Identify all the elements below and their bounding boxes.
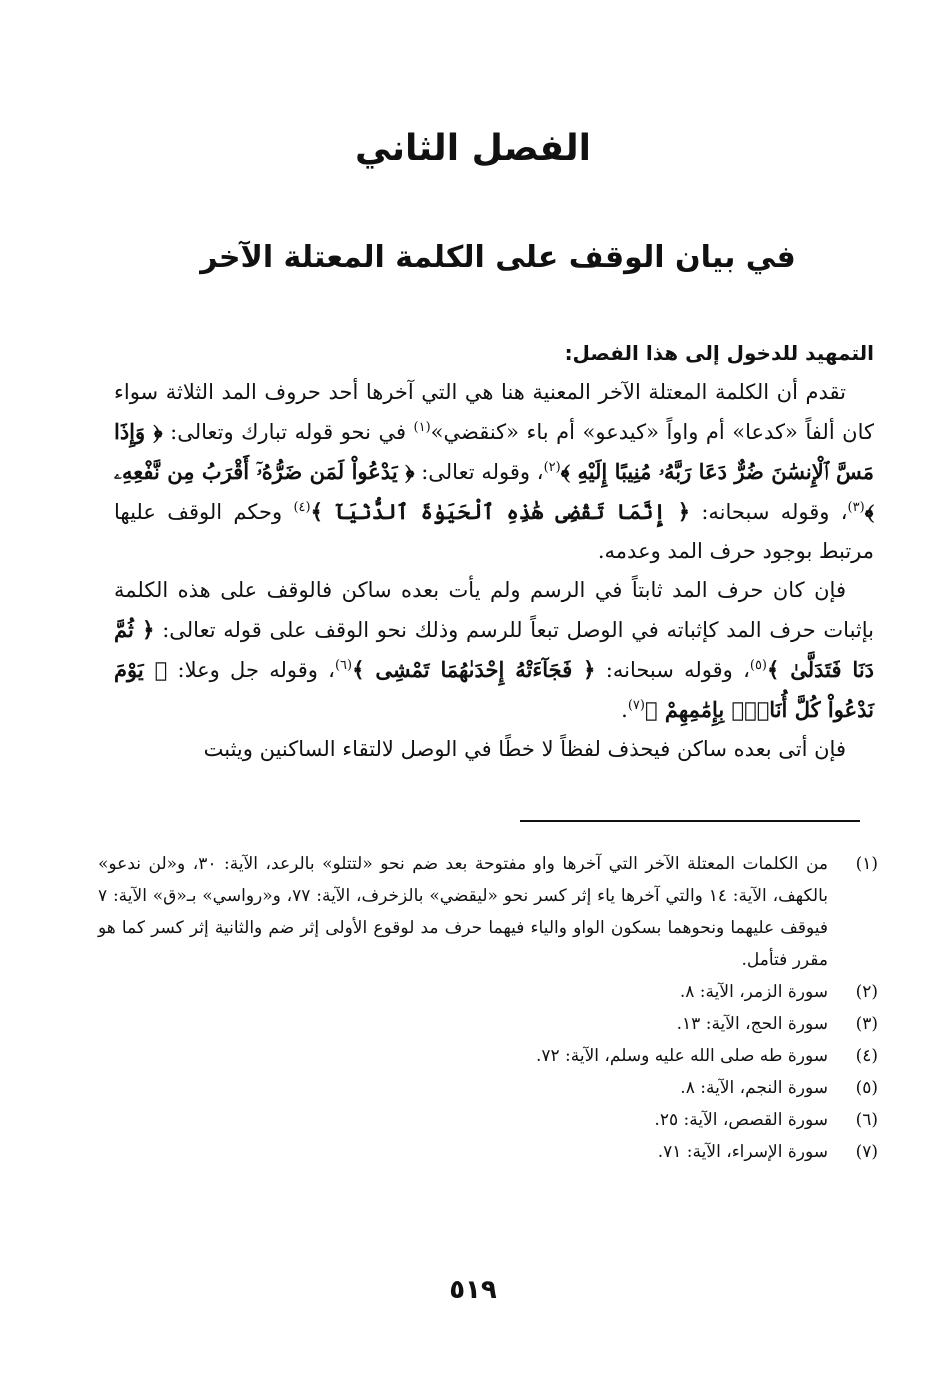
footnote-number: (١) xyxy=(855,854,878,874)
text-run: تقدم أن الكلمة المعتلة الآخر المعنية هنا هي التي آخرها أحد حروف المد الثلاثة سواء كان ألفاً «كدعا» أم واواً «كيدعو» أم باء «كنقضي» xyxy=(114,380,874,444)
footnote-text: سورة الحج، الآية: ١٣. xyxy=(676,1014,828,1034)
text-run: ، وقوله تعالى: xyxy=(414,460,544,484)
text-run: . xyxy=(621,698,628,722)
section-heading: التمهيد للدخول إلى هذا الفصل: xyxy=(564,341,874,365)
footnote-number: (٣) xyxy=(855,1014,878,1034)
footnote xyxy=(98,1040,878,1072)
footnote-divider xyxy=(520,820,860,822)
footnote-text: من الكلمات المعتلة الآخر التي آخرها واو مفتوحة بعد ضم نحو «لتتلو» بالرعد، الآية: ٣٠، و«لن ندعو» بالكهف، الآية: ١٤ والتي آخرها ياء إثر كسر نحو «ليقضي» بالزخرف، الآية: ٧٧، و«رواسي» بـ«ق» الآية: ٧ فيوقف عليهما ونحوهما بسكون الواو والياء فيهما حرف مد لوقوع الأولى إثر ضم والثانية إثر كسر كما هو مقرر فتأمل. xyxy=(98,854,828,970)
chapter-title: الفصل الثاني xyxy=(355,128,591,169)
page-number: ٥١٩ xyxy=(449,1275,497,1305)
footnote xyxy=(98,1072,878,1104)
footnote-text: سورة طه صلى الله عليه وسلم، الآية: ٧٢. xyxy=(535,1046,828,1066)
text-run: فإن أتى بعده ساكن فيحذف لفظاً لا خطًا في الوصل لالتقاء الساكنين ويثبت xyxy=(203,737,846,761)
footnote-text: سورة النجم، الآية: ٨. xyxy=(680,1078,828,1098)
text-run: وحكم الوقف عليها مرتبط بوجود حرف المد وعدمه. xyxy=(114,500,874,563)
footnote xyxy=(98,976,878,1008)
footnote-text: سورة الإسراء، الآية: ٧١. xyxy=(657,1142,828,1162)
quran-verse: ﴿ إِنَّمَا تَقْضِى هَٰذِهِ ٱلْحَيَوٰةَ ٱلدُّنْيَآ ﴾ xyxy=(310,499,691,524)
footnote-number: (٤) xyxy=(855,1046,878,1066)
main-text xyxy=(114,334,874,769)
text-run: ، وقوله سبحانه: xyxy=(690,500,848,524)
footnote-number: (٢) xyxy=(855,982,878,1002)
chapter-subtitle: في بيان الوقف على الكلمة المعتلة الآخر xyxy=(200,240,796,275)
footnote-ref: (٦) xyxy=(334,658,353,673)
footnotes xyxy=(98,848,878,1168)
footnote xyxy=(98,1136,878,1168)
footnote-number: (٥) xyxy=(855,1078,878,1098)
text-run: فإن كان حرف المد ثابتاً في الرسم ولم يأت بعده ساكن فالوقف على هذه الكلمة بإثبات حرف المد كإثباته في الوصل تبعاً للرسم وذلك نحو الوقف على قوله تعالى: xyxy=(114,578,874,642)
paragraph xyxy=(114,373,874,571)
footnote-ref: (٤) xyxy=(293,500,311,515)
footnote-ref: (٢) xyxy=(543,460,561,475)
footnote-number: (٦) xyxy=(855,1110,878,1130)
paragraph xyxy=(114,730,874,769)
quran-verse: ﴿ يَدْعُواْ لَمَن ضَرُّهُۥٓ أَقْرَبُ مِن نَّفْعِهِۦ ﴾ xyxy=(114,459,874,524)
quran-verse: ﴿ وَإِذَا مَسَّ ٱلْإِنسَٰنَ ضُرٌّ دَعَا رَبَّهُۥ مُنِيبًا إِلَيْهِ ﴾ xyxy=(114,419,875,484)
footnote-text: سورة الزمر، الآية: ٨. xyxy=(679,982,828,1002)
quran-verse: ﴿ ثُمَّ دَنَا فَتَدَلَّىٰ ﴾ xyxy=(114,617,875,682)
footnote-text: سورة القصص، الآية: ٢٥. xyxy=(654,1110,828,1130)
footnote-ref: (٣) xyxy=(847,500,865,515)
paragraph xyxy=(114,571,874,730)
text-run: ، وقوله سبحانه: xyxy=(595,658,750,682)
footnote-ref: (٧) xyxy=(627,698,645,713)
footnote xyxy=(98,1104,878,1136)
footnote-ref: (٥) xyxy=(749,658,767,673)
text-run: في نحو قوله تبارك وتعالى: xyxy=(162,420,414,444)
footnote xyxy=(98,1008,878,1040)
footnote-ref: (١) xyxy=(413,420,431,435)
footnote xyxy=(98,848,878,976)
footnote-number: (٧) xyxy=(855,1142,878,1162)
quran-verse: ﴿ فَجَآءَتْهُ إِحْدَىٰهُمَا تَمْشِى ﴾ xyxy=(352,657,596,682)
quran-verse: ﴿ يَوْمَ نَدْعُواْ كُلَّ أُنَاسٍۭ بِإِمَٰمِهِمْ ﴾ xyxy=(114,657,874,722)
text-run: ، وقوله جل وعلا: xyxy=(167,658,335,682)
